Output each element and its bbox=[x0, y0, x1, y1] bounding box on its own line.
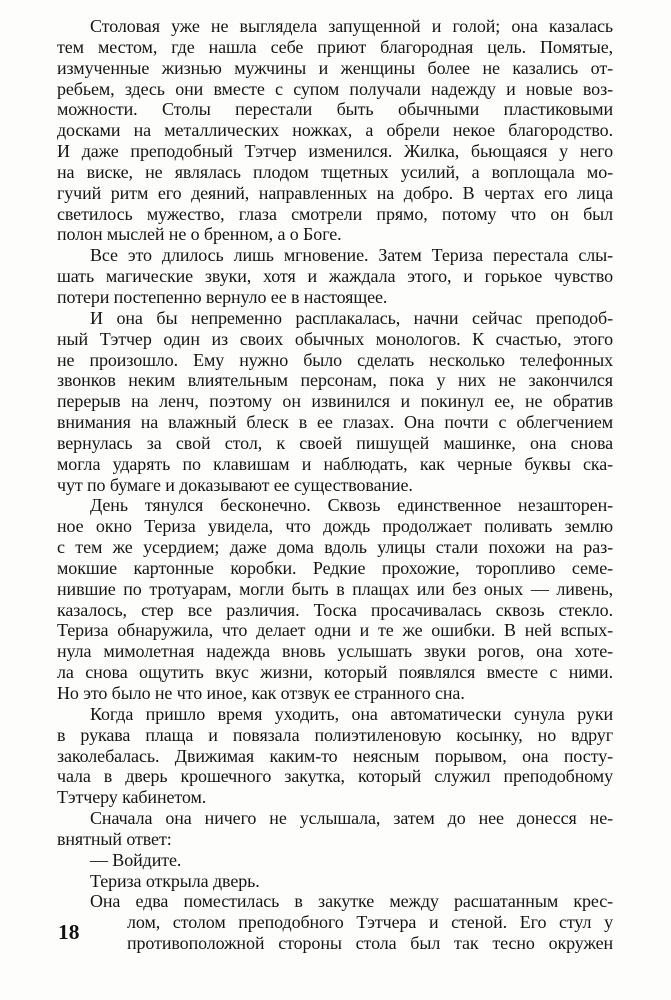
text-line: нула мимолетная надежда вновь услышать звуки рогов, она хоте- bbox=[57, 641, 613, 662]
text-line: Все это длилось лишь мгновение. Затем Териза перестала слы- bbox=[90, 245, 613, 266]
text-line: — Войдите. bbox=[90, 849, 182, 870]
text-line: светилось мужество, глаза смотрели прямо, потому что он был bbox=[57, 203, 613, 224]
text-line: на виске, не являлась плодом тщетных усилий, а воплощала мо- bbox=[57, 161, 613, 182]
text-line: ребьем, здесь они вместе с супом получали надежду и новые воз- bbox=[57, 78, 613, 99]
text-line: могла ударять по клавишам и наблюдать, как черные буквы ска- bbox=[57, 453, 613, 474]
page-number: 18 bbox=[58, 920, 80, 944]
text-line: гучий ритм его деяний, направленных на добро. В чертах его лица bbox=[57, 182, 613, 203]
text-line: противоположной стороны стола был так тесно окружен bbox=[127, 933, 613, 954]
text-line: измученные жизнью мужчины и женщины более не казались от- bbox=[57, 57, 613, 78]
text-line: с тем же усердием; даже дома вдоль улицы стали похожи на раз- bbox=[57, 537, 613, 558]
text-line: полон мыслей не о бренном, а о Боге. bbox=[57, 224, 342, 245]
text-line: Териза открыла дверь. bbox=[90, 870, 260, 891]
text-line: Столовая уже не выглядела запущенной и голой; она казалась bbox=[90, 16, 613, 36]
text-line: потери постепенно вернуло ее в настоящее. bbox=[57, 286, 388, 307]
text-line: не произошло. Ему нужно было сделать несколько телефонных bbox=[57, 349, 613, 370]
text-line: внятный ответ: bbox=[57, 828, 172, 849]
text-line: чут по бумаге и доказывают ее существование. bbox=[57, 474, 413, 495]
text-line: тем местом, где нашла себе приют благородная цель. Помятые, bbox=[57, 36, 613, 57]
text-line: лом, столом преподобного Тэтчера и стеной. Его стул у bbox=[127, 912, 613, 933]
text-line: нившие по тротуарам, могли быть в плащах или без оных — ливень, bbox=[57, 578, 613, 599]
text-line: Когда пришло время уходить, она автоматически сунула руки bbox=[90, 703, 613, 724]
text-line: ное окно Териза увидела, что дождь продолжает поливать землю bbox=[57, 516, 613, 537]
text-line: вернулась за свой стол, к своей пишущей машинке, она снова bbox=[57, 432, 613, 453]
text-line: чала в дверь крошечного закутка, который служил преподобному bbox=[57, 766, 613, 787]
text-line: мокшие картонные коробки. Редкие прохожие, торопливо семе- bbox=[57, 557, 613, 578]
text-line: перерыв на ленч, поэтому он извинился и покинул ее, не обратив bbox=[57, 391, 613, 412]
text-block bbox=[57, 16, 613, 954]
text-line: звонков неким влиятельным персонам, пока у них не закончился bbox=[57, 370, 613, 391]
text-line: ный Тэтчер один из своих обычных монологов. К счастью, этого bbox=[57, 328, 613, 349]
text-line: ла снова ощутить вкус жизни, который появлялся вместе с ними. bbox=[57, 662, 613, 683]
text-line: казалось, стер все различия. Тоска просачивалась сквозь стекло. bbox=[57, 599, 613, 620]
text-line: День тянулся бесконечно. Сквозь единственное незашторен- bbox=[90, 495, 613, 516]
text-line: заколебалась. Движимая каким-то неясным порывом, она посту- bbox=[57, 745, 613, 766]
text-line: шать магические звуки, хотя и жаждала этого, и горькое чувство bbox=[57, 266, 613, 287]
text-line: Она едва поместилась в закутке между расшатанным крес- bbox=[90, 891, 613, 912]
text-line: внимания на влажный блеск в ее глазах. Она почти с облегчением bbox=[57, 412, 613, 433]
text-line: в рукава плаща и повязала полиэтиленовую косынку, но вдруг bbox=[57, 724, 613, 745]
text-line: И даже преподобный Тэтчер изменился. Жилка, бьющаяся у него bbox=[57, 141, 613, 162]
text-line: Но это было не что иное, как отзвук ее странного сна. bbox=[57, 683, 465, 703]
text-line: Сначала она ничего не услышала, затем до нее донесся не- bbox=[90, 808, 613, 829]
text-line: Тэтчеру кабинетом. bbox=[57, 787, 207, 808]
text-line: можности. Столы перестали быть обычными пластиковыми bbox=[57, 99, 613, 120]
text-line: И она бы непременно расплакалась, начни сейчас преподоб- bbox=[90, 307, 613, 328]
text-line: досками на металлических ножках, а обрели некое благородство. bbox=[57, 120, 613, 141]
text-line: Териза обнаружила, что делает одни и те же ошибки. В ней вспых- bbox=[57, 620, 613, 641]
